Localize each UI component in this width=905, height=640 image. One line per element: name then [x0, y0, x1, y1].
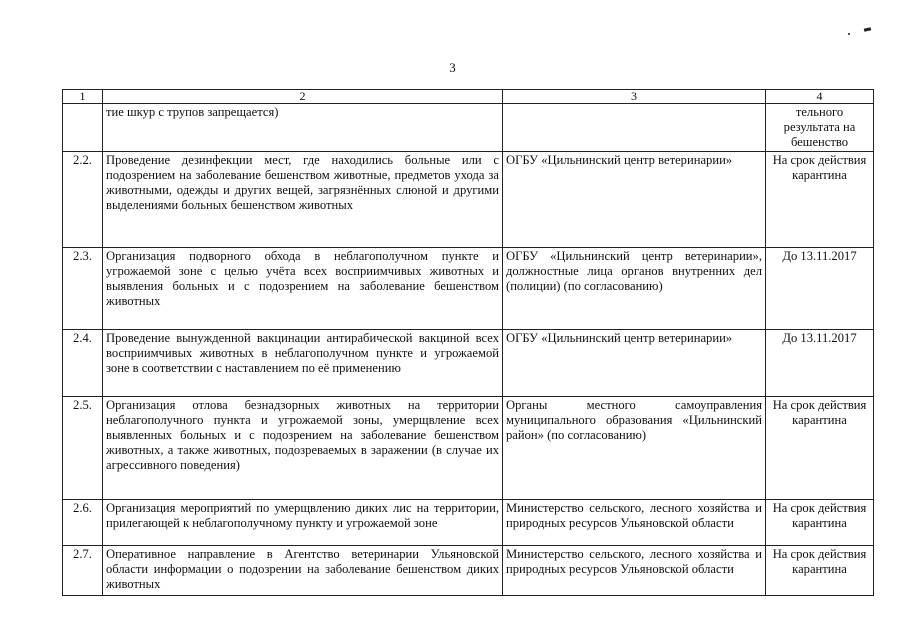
deadline: На срок действия карантина [766, 499, 874, 545]
page-number: 3 [449, 60, 456, 75]
deadline: До 13.11.2017 [766, 247, 874, 329]
table-row [63, 396, 874, 499]
table-header-row [63, 90, 874, 104]
measure-description: Проведение вынужденной вакцинации антирабической вакциной всех восприимчивых животных в неблагополучном пункте и угрожаемой зоне в соответствии с наставлением по её применению [103, 329, 503, 396]
row-number [63, 104, 103, 152]
measure-description: Организация мероприятий по умерщвлению диких лис на территории, прилегающей к неблагополучному пункту и угрожаемой зоне [103, 499, 503, 545]
measure-description: Организация подворного обхода в неблагополучном пункте и угрожаемой зоне с целью учёта всех восприимчивых животных и выявления больных и с подозрением на заболевание бешенством животных [103, 247, 503, 329]
deadline: На срок действия карантина [766, 396, 874, 499]
table-row [63, 247, 874, 329]
row-number: 2.5. [63, 396, 103, 499]
row-number: 2.3. [63, 247, 103, 329]
measure-description: тие шкур с трупов запрещается) [103, 104, 503, 152]
responsible-party: Министерство сельского, лесного хозяйства и природных ресурсов Ульяновской области [503, 499, 766, 545]
measure-description: Оперативное направление в Агентство ветеринарии Ульяновской области информации о подозрении на заболевание бешенством диких животных [103, 545, 503, 595]
header-cell-1: 1 [63, 90, 103, 104]
responsible-party: ОГБУ «Цильнинский центр ветеринарии» [503, 151, 766, 247]
table-row [63, 151, 874, 247]
responsible-party: Министерство сельского, лесного хозяйства и природных ресурсов Ульяновской области [503, 545, 766, 595]
header-cell-3: 3 [503, 90, 766, 104]
scan-mark [864, 27, 871, 31]
responsible-party: ОГБУ «Цильнинский центр ветеринарии» [503, 329, 766, 396]
measure-description: Организация отлова безнадзорных животных на территории неблагополучного пункта и угрожаемой зоны, умерщвление всех выявленных больных и с подозрением на заболевание бешенством животных, а также животных, подозреваемых в заражении (в случае их агрессивного поведения) [103, 396, 503, 499]
measures-table [62, 89, 874, 596]
deadline: На срок действия карантина [766, 151, 874, 247]
row-number: 2.2. [63, 151, 103, 247]
responsible-party: ОГБУ «Цильнинский центр ветеринарии», должностные лица органов внутренних дел (полиции) (по согласованию) [503, 247, 766, 329]
table-row [63, 499, 874, 545]
responsible-party: Органы местного самоуправления муниципального образования «Цильнинский район» (по согласованию) [503, 396, 766, 499]
table-row [63, 104, 874, 152]
header-cell-2: 2 [103, 90, 503, 104]
header-cell-4: 4 [766, 90, 874, 104]
deadline: До 13.11.2017 [766, 329, 874, 396]
deadline: На срок действия карантина [766, 545, 874, 595]
scan-speck [848, 33, 850, 35]
row-number: 2.4. [63, 329, 103, 396]
responsible-party [503, 104, 766, 152]
deadline: тельного результата на бешенство [766, 104, 874, 152]
row-number: 2.6. [63, 499, 103, 545]
row-number: 2.7. [63, 545, 103, 595]
measure-description: Проведение дезинфекции мест, где находились больные или с подозрением на заболевание бешенством животные, предметов ухода за животными, одежды и других вещей, загрязнённых слюной и другими выделениями больных бешенством животных [103, 151, 503, 247]
table-row [63, 545, 874, 595]
table-row [63, 329, 874, 396]
